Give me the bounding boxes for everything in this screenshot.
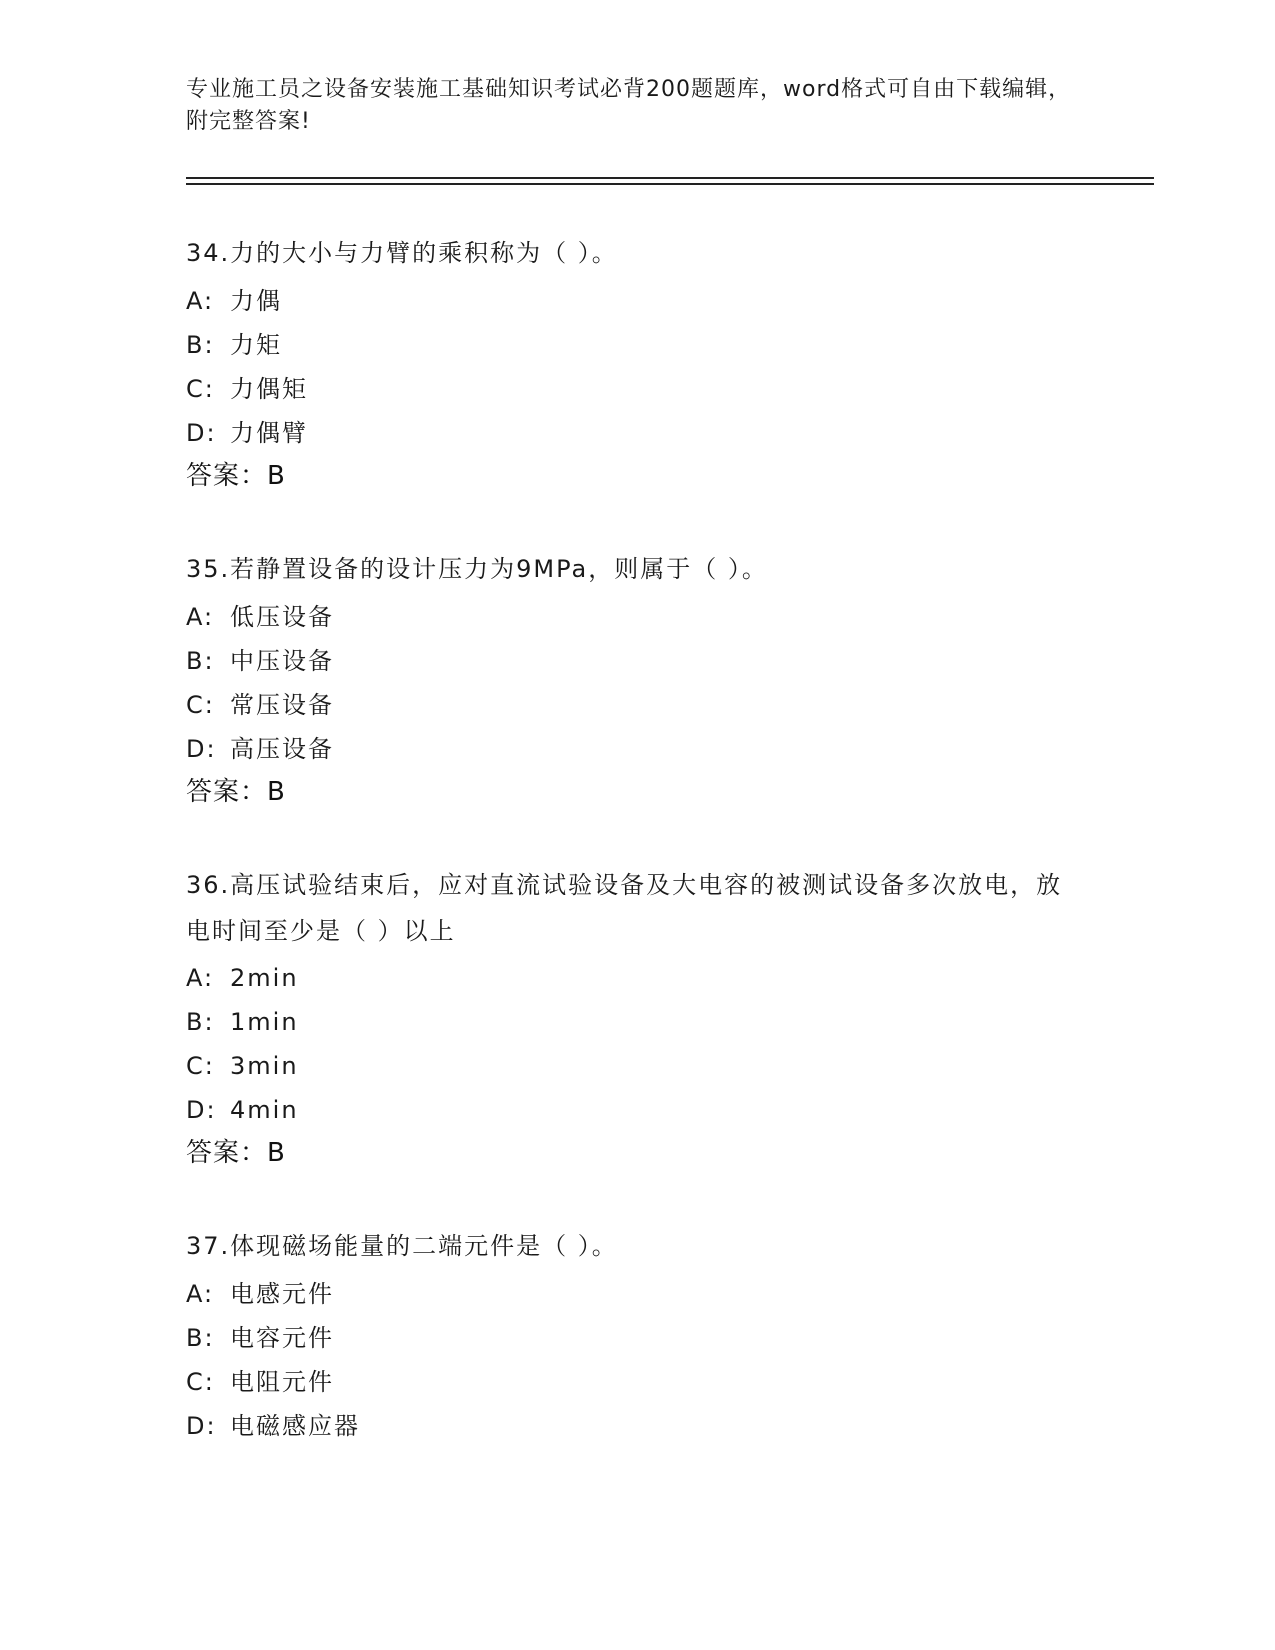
header-divider-top bbox=[186, 177, 1154, 179]
question-36-answer: 答案：B bbox=[186, 1138, 286, 1168]
option-label: B: bbox=[186, 1324, 215, 1352]
question-37-option-c bbox=[186, 1366, 334, 1398]
option-text: 常压设备 bbox=[230, 691, 334, 719]
question-35-option-d bbox=[186, 733, 334, 765]
question-34-stem: 34.力的大小与力臂的乘积称为（ ）。 bbox=[186, 239, 618, 267]
option-text: 电容元件 bbox=[230, 1324, 334, 1352]
option-label: C: bbox=[186, 375, 215, 403]
question-36-option-a bbox=[186, 962, 299, 994]
question-36-option-d bbox=[186, 1094, 299, 1126]
question-36-option-c bbox=[186, 1050, 299, 1082]
question-37-option-a bbox=[186, 1278, 334, 1310]
option-label: C: bbox=[186, 691, 215, 719]
option-text: 电阻元件 bbox=[230, 1368, 334, 1396]
question-36-option-b bbox=[186, 1006, 299, 1038]
question-35-stem: 35.若静置设备的设计压力为9MPa，则属于（ ）。 bbox=[186, 555, 768, 583]
option-label: D: bbox=[186, 1096, 217, 1124]
option-label: A: bbox=[186, 287, 215, 315]
option-text: 低压设备 bbox=[230, 603, 334, 631]
question-35-option-c bbox=[186, 689, 334, 721]
question-34-option-b bbox=[186, 329, 282, 361]
option-text: 中压设备 bbox=[230, 647, 334, 675]
option-label: D: bbox=[186, 735, 217, 763]
question-34-option-a bbox=[186, 285, 282, 317]
question-34-option-d bbox=[186, 417, 308, 449]
option-label: A: bbox=[186, 964, 215, 992]
option-text: 4min bbox=[230, 1096, 299, 1124]
option-text: 2min bbox=[230, 964, 299, 992]
question-35-option-b bbox=[186, 645, 334, 677]
option-label: C: bbox=[186, 1368, 215, 1396]
question-36-stem: 36.高压试验结束后，应对直流试验设备及大电容的被测试设备多次放电，放电时间至少是（ ）以上 bbox=[186, 871, 1063, 945]
question-37-stem: 37.体现磁场能量的二端元件是（ ）。 bbox=[186, 1232, 618, 1260]
question-34-answer: 答案：B bbox=[186, 461, 286, 491]
document-header: 专业施工员之设备安装施工基础知识考试必背200题题库，word格式可自由下载编辑，附完整答案! bbox=[186, 77, 1072, 134]
question-37-option-b bbox=[186, 1322, 334, 1354]
option-label: D: bbox=[186, 1412, 217, 1440]
option-text: 3min bbox=[230, 1052, 299, 1080]
option-text: 1min bbox=[230, 1008, 299, 1036]
header-divider-bottom bbox=[186, 183, 1154, 185]
option-label: A: bbox=[186, 1280, 215, 1308]
option-text: 力偶矩 bbox=[230, 375, 308, 403]
option-label: A: bbox=[186, 603, 215, 631]
option-text: 力偶 bbox=[230, 287, 282, 315]
option-label: B: bbox=[186, 331, 215, 359]
option-text: 力矩 bbox=[230, 331, 282, 359]
option-text: 高压设备 bbox=[230, 735, 334, 763]
question-35-option-a bbox=[186, 601, 334, 633]
option-label: B: bbox=[186, 647, 215, 675]
option-label: C: bbox=[186, 1052, 215, 1080]
option-label: B: bbox=[186, 1008, 215, 1036]
option-text: 电磁感应器 bbox=[230, 1412, 360, 1440]
option-label: D: bbox=[186, 419, 217, 447]
question-35-answer: 答案：B bbox=[186, 777, 286, 807]
option-text: 电感元件 bbox=[230, 1280, 334, 1308]
question-34-option-c bbox=[186, 373, 308, 405]
option-text: 力偶臂 bbox=[230, 419, 308, 447]
question-37-option-d bbox=[186, 1410, 360, 1442]
